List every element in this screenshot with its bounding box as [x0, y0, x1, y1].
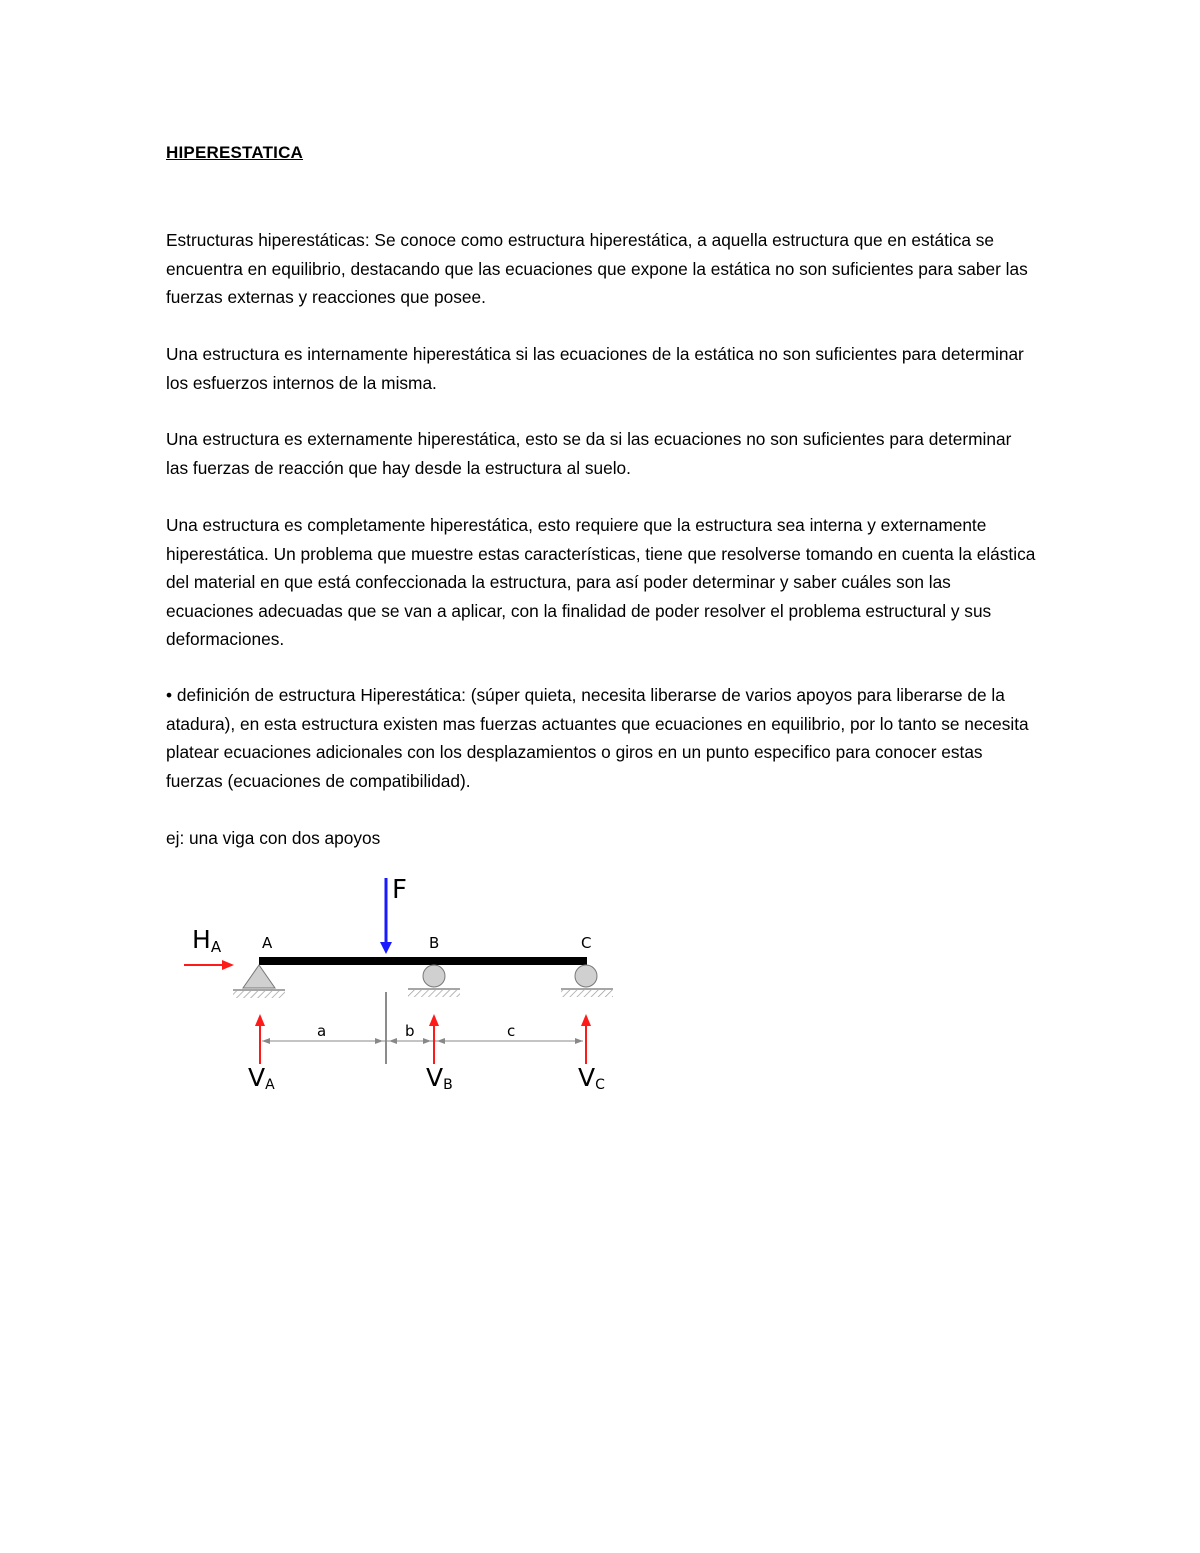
force-arrow [380, 878, 392, 954]
paragraph-ejemplo: ej: una viga con dos apoyos [166, 828, 381, 848]
support-label-a: A [262, 934, 273, 952]
horizontal-reaction-arrow [184, 960, 234, 970]
paragraph-completamente: Una estructura es completamente hiperestática, esto requiere que la estructura sea interna y externamente hiperestática. Un problema que muestre estas características, tiene que resolverse tomando en cuenta la elástica del material en que está confeccionada la estructura, para así poder determinar y saber cuáles son las ecuaciones adecuadas que se van a aplicar, con la finalidad de poder resolver el problema estructural y sus deformaciones. [166, 515, 1036, 650]
roller-support-c [561, 965, 613, 997]
reaction-label-vc: VC [578, 1063, 605, 1093]
support-label-c: C [581, 934, 592, 952]
paragraph-definicion-bullet: • definición de estructura Hiperestática: (súper quieta, necesita liberarse de varios apoyos para liberarse de la atadura), en esta estructura existen mas fuerzas actuantes que ecuaciones en equilibrio, por lo tanto se necesita platear ecuaciones adicionales con los desplazamientos o giros en un punto especifico para conocer estas fuerzas (ecuaciones de compatibilidad). [166, 685, 1029, 791]
roller-support-b [408, 965, 460, 997]
paragraph-estructuras-hiperestaticas: Estructuras hiperestáticas: Se conoce como estructura hiperestática, a aquella estructura que en estática se encuentra en equilibrio, destacando que las ecuaciones que expone la estática no son suficientes para saber las fuerzas externas y reacciones que posee. [166, 230, 1028, 308]
paragraph-externamente: Una estructura es externamente hiperestática, esto se da si las ecuaciones no son suficientes para determinar las fuerzas de reacción que hay desde la estructura al suelo. [166, 429, 1012, 478]
dimension-label-c: c [507, 1022, 516, 1040]
reaction-label-va: VA [248, 1063, 275, 1093]
reaction-arrow-vb [429, 1014, 439, 1064]
beam-diagram [170, 866, 630, 1098]
support-label-b: B [429, 934, 440, 952]
horizontal-reaction-label: HA [192, 925, 222, 956]
dimension-line [262, 1038, 583, 1044]
reaction-label-vb: VB [426, 1063, 453, 1093]
pinned-support-a [233, 965, 285, 998]
beam [259, 957, 587, 965]
document-title: HIPERESTATICA [166, 143, 304, 162]
force-label: F [392, 875, 407, 905]
reaction-arrow-vc [581, 1014, 591, 1064]
dimension-label-a: a [317, 1022, 327, 1040]
reaction-arrow-va [255, 1014, 265, 1064]
dimension-label-b: b [405, 1022, 415, 1040]
paragraph-internamente: Una estructura es internamente hiperestática si las ecuaciones de la estática no son suficientes para determinar los esfuerzos internos de la misma. [166, 344, 1024, 393]
